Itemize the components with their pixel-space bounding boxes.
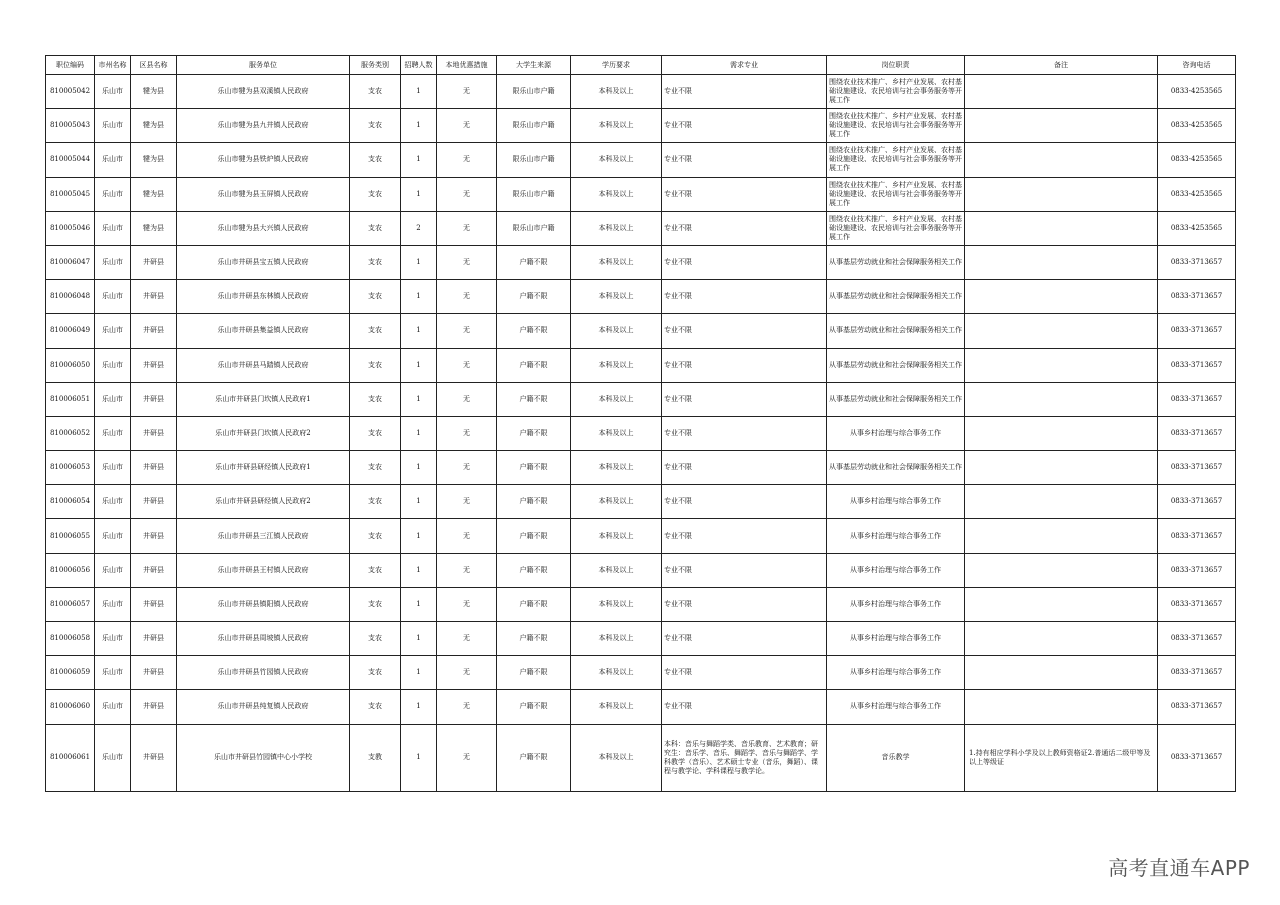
cell-count: 1 <box>401 177 437 211</box>
watermark: 高考直通车APP <box>1108 856 1250 880</box>
cell-local-benefit: 无 <box>437 622 497 656</box>
cell-source: 户籍不限 <box>497 553 571 587</box>
cell-local-benefit: 无 <box>437 75 497 109</box>
cell-count: 1 <box>401 348 437 382</box>
table-row <box>46 382 1236 416</box>
cell-unit: 乐山市井研县马踏镇人民政府 <box>177 348 350 382</box>
cell-local-benefit: 无 <box>437 690 497 724</box>
cell-note <box>965 348 1158 382</box>
cell-source: 户籍不限 <box>497 519 571 553</box>
cell-duty: 从事乡村治理与综合事务工作 <box>827 416 965 450</box>
cell-category: 支农 <box>350 75 401 109</box>
cell-duty: 围绕农业技术推广、乡村产业发展、农村基础设施建设、农民培训与社会事务服务等开展工作 <box>827 211 965 245</box>
cell-major: 专业不限 <box>662 143 827 177</box>
cell-phone: 0833-4253565 <box>1158 211 1236 245</box>
cell-city: 乐山市 <box>95 314 131 348</box>
cell-duty: 围绕农业技术推广、乡村产业发展、农村基础设施建设、农民培训与社会事务服务等开展工作 <box>827 177 965 211</box>
cell-major: 专业不限 <box>662 109 827 143</box>
table-body <box>46 75 1236 792</box>
cell-local-benefit: 无 <box>437 724 497 791</box>
cell-city: 乐山市 <box>95 485 131 519</box>
cell-category: 支教 <box>350 724 401 791</box>
cell-county: 井研县 <box>131 314 177 348</box>
cell-duty: 从事基层劳动就业和社会保障服务相关工作 <box>827 245 965 279</box>
col-header-duty: 岗位职责 <box>827 56 965 75</box>
cell-city: 乐山市 <box>95 724 131 791</box>
cell-phone: 0833-3713657 <box>1158 314 1236 348</box>
cell-source: 户籍不限 <box>497 622 571 656</box>
cell-count: 1 <box>401 314 437 348</box>
table-row <box>46 656 1236 690</box>
cell-code: 810006054 <box>46 485 95 519</box>
cell-local-benefit: 无 <box>437 587 497 621</box>
cell-unit: 乐山市犍为县玉屏镇人民政府 <box>177 177 350 211</box>
cell-unit: 乐山市犍为县大兴镇人民政府 <box>177 211 350 245</box>
cell-note <box>965 211 1158 245</box>
cell-source: 限乐山市户籍 <box>497 143 571 177</box>
col-header-count: 招聘人数 <box>401 56 437 75</box>
col-header-local-benefit: 本地优惠措施 <box>437 56 497 75</box>
cell-local-benefit: 无 <box>437 485 497 519</box>
cell-major: 专业不限 <box>662 211 827 245</box>
cell-count: 1 <box>401 75 437 109</box>
cell-note <box>965 622 1158 656</box>
cell-count: 1 <box>401 553 437 587</box>
cell-source: 户籍不限 <box>497 348 571 382</box>
cell-phone: 0833-3713657 <box>1158 690 1236 724</box>
cell-unit: 乐山市井研县研经镇人民政府1 <box>177 451 350 485</box>
cell-count: 1 <box>401 587 437 621</box>
cell-code: 810006060 <box>46 690 95 724</box>
cell-source: 户籍不限 <box>497 245 571 279</box>
cell-local-benefit: 无 <box>437 382 497 416</box>
cell-source: 限乐山市户籍 <box>497 177 571 211</box>
cell-county: 犍为县 <box>131 109 177 143</box>
cell-code: 810006058 <box>46 622 95 656</box>
cell-duty: 从事乡村治理与综合事务工作 <box>827 587 965 621</box>
cell-category: 支农 <box>350 485 401 519</box>
col-header-category: 服务类别 <box>350 56 401 75</box>
cell-city: 乐山市 <box>95 382 131 416</box>
cell-note <box>965 656 1158 690</box>
cell-city: 乐山市 <box>95 451 131 485</box>
table-row <box>46 348 1236 382</box>
cell-source: 户籍不限 <box>497 314 571 348</box>
cell-education: 本科及以上 <box>571 416 662 450</box>
cell-county: 井研县 <box>131 416 177 450</box>
cell-note <box>965 519 1158 553</box>
col-header-education: 学历要求 <box>571 56 662 75</box>
cell-education: 本科及以上 <box>571 690 662 724</box>
cell-code: 810006061 <box>46 724 95 791</box>
cell-phone: 0833-4253565 <box>1158 177 1236 211</box>
cell-county: 井研县 <box>131 485 177 519</box>
cell-source: 户籍不限 <box>497 656 571 690</box>
cell-category: 支农 <box>350 109 401 143</box>
cell-local-benefit: 无 <box>437 553 497 587</box>
cell-phone: 0833-4253565 <box>1158 143 1236 177</box>
cell-local-benefit: 无 <box>437 416 497 450</box>
cell-local-benefit: 无 <box>437 143 497 177</box>
cell-duty: 音乐教学 <box>827 724 965 791</box>
cell-count: 1 <box>401 416 437 450</box>
cell-source: 户籍不限 <box>497 587 571 621</box>
cell-unit: 乐山市井研县门坎镇人民政府1 <box>177 382 350 416</box>
cell-education: 本科及以上 <box>571 485 662 519</box>
cell-phone: 0833-3713657 <box>1158 519 1236 553</box>
recruitment-table <box>45 55 1236 792</box>
cell-city: 乐山市 <box>95 519 131 553</box>
cell-duty: 从事基层劳动就业和社会保障服务相关工作 <box>827 451 965 485</box>
cell-major: 专业不限 <box>662 656 827 690</box>
cell-source: 户籍不限 <box>497 690 571 724</box>
table-row <box>46 177 1236 211</box>
cell-code: 810006048 <box>46 280 95 314</box>
cell-phone: 0833-4253565 <box>1158 75 1236 109</box>
cell-local-benefit: 无 <box>437 109 497 143</box>
header-row <box>46 56 1236 75</box>
cell-code: 810005043 <box>46 109 95 143</box>
cell-duty: 从事乡村治理与综合事务工作 <box>827 553 965 587</box>
cell-code: 810006050 <box>46 348 95 382</box>
cell-unit: 乐山市井研县纯复镇人民政府 <box>177 690 350 724</box>
cell-county: 犍为县 <box>131 177 177 211</box>
cell-category: 支农 <box>350 314 401 348</box>
cell-count: 1 <box>401 245 437 279</box>
cell-count: 1 <box>401 622 437 656</box>
cell-category: 支农 <box>350 348 401 382</box>
cell-note <box>965 553 1158 587</box>
cell-education: 本科及以上 <box>571 553 662 587</box>
cell-major: 专业不限 <box>662 622 827 656</box>
cell-note <box>965 280 1158 314</box>
cell-local-benefit: 无 <box>437 519 497 553</box>
cell-city: 乐山市 <box>95 656 131 690</box>
cell-education: 本科及以上 <box>571 724 662 791</box>
cell-note <box>965 75 1158 109</box>
cell-duty: 从事乡村治理与综合事务工作 <box>827 519 965 553</box>
cell-unit: 乐山市井研县集益镇人民政府 <box>177 314 350 348</box>
table-row <box>46 485 1236 519</box>
cell-education: 本科及以上 <box>571 382 662 416</box>
cell-category: 支农 <box>350 690 401 724</box>
table-row <box>46 553 1236 587</box>
table-row <box>46 519 1236 553</box>
cell-source: 户籍不限 <box>497 485 571 519</box>
cell-unit: 乐山市犍为县九井镇人民政府 <box>177 109 350 143</box>
cell-major: 本科：音乐与舞蹈学类、音乐教育、艺术教育；研究生：音乐学、音乐、舞蹈学、音乐与舞蹈学、学科教学（音乐）、艺术硕士专业（音乐，舞蹈）、课程与教学论、学科课程与教学论。 <box>662 724 827 791</box>
cell-note: 1.持有相应学科小学及以上教师资格证2.普通话二级甲等及以上等级证 <box>965 724 1158 791</box>
cell-county: 井研县 <box>131 382 177 416</box>
cell-code: 810006047 <box>46 245 95 279</box>
cell-phone: 0833-3713657 <box>1158 553 1236 587</box>
cell-duty: 从事基层劳动就业和社会保障服务相关工作 <box>827 348 965 382</box>
cell-category: 支农 <box>350 211 401 245</box>
cell-duty: 围绕农业技术推广、乡村产业发展、农村基础设施建设、农民培训与社会事务服务等开展工作 <box>827 143 965 177</box>
col-header-code: 职位编码 <box>46 56 95 75</box>
cell-education: 本科及以上 <box>571 245 662 279</box>
cell-note <box>965 451 1158 485</box>
col-header-source: 大学生来源 <box>497 56 571 75</box>
cell-education: 本科及以上 <box>571 143 662 177</box>
cell-category: 支农 <box>350 622 401 656</box>
cell-city: 乐山市 <box>95 690 131 724</box>
cell-phone: 0833-3713657 <box>1158 348 1236 382</box>
cell-duty: 从事乡村治理与综合事务工作 <box>827 690 965 724</box>
cell-local-benefit: 无 <box>437 280 497 314</box>
cell-unit: 乐山市井研县门坎镇人民政府2 <box>177 416 350 450</box>
cell-education: 本科及以上 <box>571 75 662 109</box>
cell-local-benefit: 无 <box>437 245 497 279</box>
cell-code: 810006051 <box>46 382 95 416</box>
cell-county: 井研县 <box>131 553 177 587</box>
cell-local-benefit: 无 <box>437 314 497 348</box>
cell-count: 1 <box>401 519 437 553</box>
cell-county: 井研县 <box>131 690 177 724</box>
table-row <box>46 690 1236 724</box>
col-header-unit: 服务单位 <box>177 56 350 75</box>
cell-county: 井研县 <box>131 519 177 553</box>
cell-city: 乐山市 <box>95 143 131 177</box>
cell-duty: 从事乡村治理与综合事务工作 <box>827 622 965 656</box>
cell-category: 支农 <box>350 587 401 621</box>
cell-city: 乐山市 <box>95 553 131 587</box>
cell-major: 专业不限 <box>662 280 827 314</box>
cell-major: 专业不限 <box>662 519 827 553</box>
table-row <box>46 280 1236 314</box>
table-row <box>46 143 1236 177</box>
cell-county: 井研县 <box>131 656 177 690</box>
cell-phone: 0833-3713657 <box>1158 587 1236 621</box>
cell-local-benefit: 无 <box>437 348 497 382</box>
cell-duty: 从事基层劳动就业和社会保障服务相关工作 <box>827 280 965 314</box>
cell-duty: 从事基层劳动就业和社会保障服务相关工作 <box>827 382 965 416</box>
cell-local-benefit: 无 <box>437 177 497 211</box>
cell-phone: 0833-3713657 <box>1158 485 1236 519</box>
cell-city: 乐山市 <box>95 416 131 450</box>
cell-city: 乐山市 <box>95 109 131 143</box>
cell-phone: 0833-3713657 <box>1158 656 1236 690</box>
cell-source: 户籍不限 <box>497 724 571 791</box>
cell-unit: 乐山市井研县周坡镇人民政府 <box>177 622 350 656</box>
cell-source: 户籍不限 <box>497 451 571 485</box>
cell-county: 井研县 <box>131 622 177 656</box>
cell-city: 乐山市 <box>95 622 131 656</box>
cell-count: 1 <box>401 382 437 416</box>
cell-unit: 乐山市井研县东林镇人民政府 <box>177 280 350 314</box>
cell-code: 810006049 <box>46 314 95 348</box>
cell-local-benefit: 无 <box>437 211 497 245</box>
cell-city: 乐山市 <box>95 177 131 211</box>
col-header-major: 需求专业 <box>662 56 827 75</box>
cell-unit: 乐山市井研县三江镇人民政府 <box>177 519 350 553</box>
cell-count: 1 <box>401 724 437 791</box>
cell-phone: 0833-3713657 <box>1158 280 1236 314</box>
cell-category: 支农 <box>350 382 401 416</box>
cell-city: 乐山市 <box>95 75 131 109</box>
cell-county: 井研县 <box>131 245 177 279</box>
cell-education: 本科及以上 <box>571 177 662 211</box>
cell-education: 本科及以上 <box>571 348 662 382</box>
cell-source: 户籍不限 <box>497 416 571 450</box>
cell-major: 专业不限 <box>662 553 827 587</box>
cell-duty: 围绕农业技术推广、乡村产业发展、农村基础设施建设、农民培训与社会事务服务等开展工作 <box>827 109 965 143</box>
cell-phone: 0833-4253565 <box>1158 109 1236 143</box>
cell-unit: 乐山市犍为县铁炉镇人民政府 <box>177 143 350 177</box>
table-row <box>46 416 1236 450</box>
cell-unit: 乐山市井研县研经镇人民政府2 <box>177 485 350 519</box>
cell-major: 专业不限 <box>662 348 827 382</box>
cell-major: 专业不限 <box>662 177 827 211</box>
cell-code: 810005046 <box>46 211 95 245</box>
cell-category: 支农 <box>350 245 401 279</box>
cell-education: 本科及以上 <box>571 622 662 656</box>
table-row <box>46 75 1236 109</box>
cell-note <box>965 245 1158 279</box>
cell-note <box>965 587 1158 621</box>
cell-code: 810006057 <box>46 587 95 621</box>
cell-code: 810006059 <box>46 656 95 690</box>
table-row <box>46 314 1236 348</box>
cell-education: 本科及以上 <box>571 109 662 143</box>
cell-city: 乐山市 <box>95 348 131 382</box>
cell-count: 2 <box>401 211 437 245</box>
cell-note <box>965 143 1158 177</box>
cell-category: 支农 <box>350 177 401 211</box>
cell-major: 专业不限 <box>662 690 827 724</box>
cell-duty: 从事基层劳动就业和社会保障服务相关工作 <box>827 314 965 348</box>
cell-note <box>965 177 1158 211</box>
cell-duty: 从事乡村治理与综合事务工作 <box>827 485 965 519</box>
cell-city: 乐山市 <box>95 211 131 245</box>
cell-phone: 0833-3713657 <box>1158 245 1236 279</box>
cell-count: 1 <box>401 690 437 724</box>
cell-count: 1 <box>401 109 437 143</box>
cell-education: 本科及以上 <box>571 451 662 485</box>
cell-code: 810005042 <box>46 75 95 109</box>
cell-unit: 乐山市犍为县双溪镇人民政府 <box>177 75 350 109</box>
cell-duty: 围绕农业技术推广、乡村产业发展、农村基础设施建设、农民培训与社会事务服务等开展工作 <box>827 75 965 109</box>
cell-major: 专业不限 <box>662 485 827 519</box>
cell-education: 本科及以上 <box>571 519 662 553</box>
cell-code: 810006056 <box>46 553 95 587</box>
cell-local-benefit: 无 <box>437 656 497 690</box>
cell-source: 户籍不限 <box>497 382 571 416</box>
cell-code: 810006055 <box>46 519 95 553</box>
cell-county: 井研县 <box>131 348 177 382</box>
table-row <box>46 622 1236 656</box>
cell-phone: 0833-3713657 <box>1158 622 1236 656</box>
cell-note <box>965 109 1158 143</box>
table-row <box>46 109 1236 143</box>
cell-city: 乐山市 <box>95 587 131 621</box>
cell-education: 本科及以上 <box>571 280 662 314</box>
cell-major: 专业不限 <box>662 382 827 416</box>
cell-note <box>965 314 1158 348</box>
cell-unit: 乐山市井研县镇阳镇人民政府 <box>177 587 350 621</box>
cell-category: 支农 <box>350 656 401 690</box>
cell-phone: 0833-3713657 <box>1158 382 1236 416</box>
cell-major: 专业不限 <box>662 416 827 450</box>
col-header-county: 区县名称 <box>131 56 177 75</box>
cell-major: 专业不限 <box>662 245 827 279</box>
cell-note <box>965 690 1158 724</box>
cell-county: 井研县 <box>131 280 177 314</box>
cell-phone: 0833-3713657 <box>1158 724 1236 791</box>
cell-major: 专业不限 <box>662 587 827 621</box>
cell-category: 支农 <box>350 280 401 314</box>
table-row <box>46 724 1236 791</box>
cell-education: 本科及以上 <box>571 211 662 245</box>
cell-category: 支农 <box>350 451 401 485</box>
cell-count: 1 <box>401 485 437 519</box>
table-row <box>46 245 1236 279</box>
cell-count: 1 <box>401 143 437 177</box>
cell-county: 井研县 <box>131 587 177 621</box>
cell-duty: 从事乡村治理与综合事务工作 <box>827 656 965 690</box>
cell-education: 本科及以上 <box>571 587 662 621</box>
cell-phone: 0833-3713657 <box>1158 416 1236 450</box>
col-header-city: 市州名称 <box>95 56 131 75</box>
col-header-note: 备注 <box>965 56 1158 75</box>
cell-source: 限乐山市户籍 <box>497 109 571 143</box>
cell-local-benefit: 无 <box>437 451 497 485</box>
cell-count: 1 <box>401 280 437 314</box>
cell-note <box>965 416 1158 450</box>
cell-code: 810006053 <box>46 451 95 485</box>
cell-code: 810005045 <box>46 177 95 211</box>
cell-county: 井研县 <box>131 451 177 485</box>
cell-major: 专业不限 <box>662 451 827 485</box>
cell-city: 乐山市 <box>95 280 131 314</box>
table-row <box>46 211 1236 245</box>
table-row <box>46 587 1236 621</box>
cell-count: 1 <box>401 656 437 690</box>
cell-education: 本科及以上 <box>571 656 662 690</box>
cell-category: 支农 <box>350 519 401 553</box>
cell-county: 井研县 <box>131 724 177 791</box>
cell-code: 810006052 <box>46 416 95 450</box>
cell-unit: 乐山市井研县竹园镇人民政府 <box>177 656 350 690</box>
cell-county: 犍为县 <box>131 211 177 245</box>
cell-count: 1 <box>401 451 437 485</box>
cell-education: 本科及以上 <box>571 314 662 348</box>
cell-category: 支农 <box>350 416 401 450</box>
cell-unit: 乐山市井研县王村镇人民政府 <box>177 553 350 587</box>
cell-county: 犍为县 <box>131 143 177 177</box>
cell-note <box>965 382 1158 416</box>
cell-source: 限乐山市户籍 <box>497 211 571 245</box>
cell-unit: 乐山市井研县宝五镇人民政府 <box>177 245 350 279</box>
col-header-phone: 咨询电话 <box>1158 56 1236 75</box>
cell-note <box>965 485 1158 519</box>
cell-county: 犍为县 <box>131 75 177 109</box>
cell-code: 810005044 <box>46 143 95 177</box>
cell-source: 限乐山市户籍 <box>497 75 571 109</box>
table-row <box>46 451 1236 485</box>
cell-category: 支农 <box>350 143 401 177</box>
cell-category: 支农 <box>350 553 401 587</box>
cell-phone: 0833-3713657 <box>1158 451 1236 485</box>
cell-major: 专业不限 <box>662 75 827 109</box>
cell-source: 户籍不限 <box>497 280 571 314</box>
cell-city: 乐山市 <box>95 245 131 279</box>
cell-unit: 乐山市井研县竹园镇中心小学校 <box>177 724 350 791</box>
cell-major: 专业不限 <box>662 314 827 348</box>
